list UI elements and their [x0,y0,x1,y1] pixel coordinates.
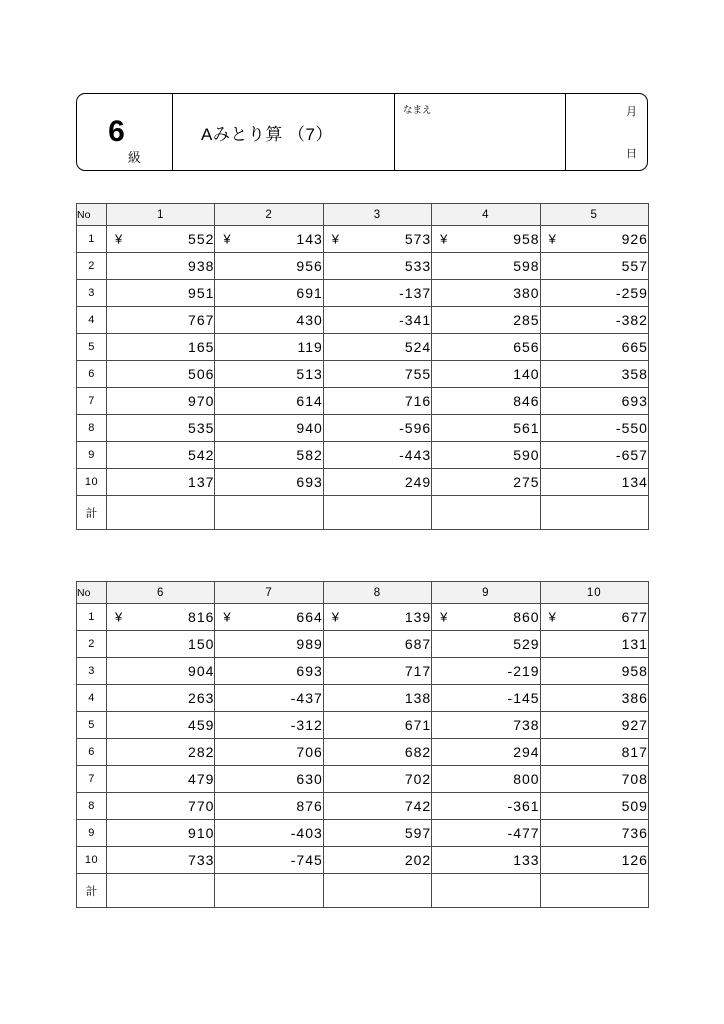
grade-number: 6 [108,115,125,148]
column-header-6: 6 [107,582,215,604]
table-cell: 131 [540,631,648,658]
table-cell: 138 [323,685,431,712]
table-cell [323,226,431,253]
currency-symbol: ¥ [440,609,449,625]
cell-value: 677 [621,609,648,625]
table-cell: 479 [107,766,215,793]
cell-value: 139 [404,609,432,625]
table-cell: 513 [215,361,323,388]
table-cell: 702 [323,766,431,793]
row-label: 6 [77,361,107,388]
row-label: 7 [77,766,107,793]
column-header-no: No [77,204,107,226]
row-label: 5 [77,712,107,739]
row-label: 10 [77,469,107,496]
table-cell: 770 [107,793,215,820]
problem-table-1 [76,203,649,530]
total-answer-cell[interactable] [107,874,215,908]
row-label: 2 [77,631,107,658]
table-cell [215,226,323,253]
table-row [77,388,649,415]
table-row [77,469,649,496]
cell-value: 816 [188,609,215,625]
cell-value: 573 [404,231,432,247]
currency-symbol: ¥ [223,609,232,625]
table-cell: 682 [323,739,431,766]
cell-value: 860 [513,609,540,625]
total-answer-cell[interactable] [432,496,540,530]
row-label: 10 [77,847,107,874]
table-row [77,226,649,253]
date-month-label: 月 [626,106,637,118]
total-label: 計 [77,874,107,908]
table-row [77,847,649,874]
table-cell: 951 [107,280,215,307]
column-header-4: 4 [432,204,540,226]
column-header-8: 8 [323,582,431,604]
table-cell: 717 [323,658,431,685]
total-answer-cell[interactable] [107,496,215,530]
table-cell: 970 [107,388,215,415]
table-row [77,766,649,793]
table-cell: 557 [540,253,648,280]
table-cell: 691 [215,280,323,307]
column-header-2: 2 [215,204,323,226]
table-row [77,631,649,658]
total-answer-cell[interactable] [323,874,431,908]
name-label: なまえ [403,105,432,116]
table-cell: -443 [323,442,431,469]
table-cell: 386 [540,685,648,712]
table-cell [107,226,215,253]
table-cell: 582 [215,442,323,469]
table-cell: 533 [323,253,431,280]
table-cell: 590 [432,442,540,469]
table-cell: 904 [107,658,215,685]
date-day-label: 日 [626,148,637,160]
table-cell: 956 [215,253,323,280]
total-answer-cell[interactable] [540,496,648,530]
cell-value: 664 [296,609,323,625]
table-cell: 202 [323,847,431,874]
table-cell [540,226,648,253]
table-cell: 614 [215,388,323,415]
table-cell: -477 [432,820,540,847]
total-answer-cell[interactable] [540,874,648,908]
currency-symbol: ¥ [115,609,124,625]
table-cell: 736 [540,820,648,847]
total-answer-cell[interactable] [215,496,323,530]
table-cell: -550 [540,415,648,442]
total-answer-cell[interactable] [323,496,431,530]
table-cell: 708 [540,766,648,793]
row-label: 8 [77,415,107,442]
row-label: 4 [77,685,107,712]
total-answer-cell[interactable] [432,874,540,908]
column-header-10: 10 [540,582,648,604]
row-label: 5 [77,334,107,361]
table-cell: -219 [432,658,540,685]
table-cell: 671 [323,712,431,739]
table-cell: 597 [323,820,431,847]
table-row [77,739,649,766]
table-cell [323,604,431,631]
table-cell: -382 [540,307,648,334]
table-cell: 910 [107,820,215,847]
table-cell: 165 [107,334,215,361]
table-cell: 958 [540,658,648,685]
date-field[interactable] [566,94,647,170]
currency-symbol: ¥ [548,609,557,625]
table-row [77,361,649,388]
table-cell: 430 [215,307,323,334]
row-label: 8 [77,793,107,820]
currency-symbol: ¥ [331,609,341,625]
table-cell: 940 [215,415,323,442]
table-cell: 535 [107,415,215,442]
table-cell: -403 [215,820,323,847]
table-row [77,307,649,334]
grade-cell [77,94,173,170]
row-label: 9 [77,820,107,847]
table-row [77,280,649,307]
table-cell: 137 [107,469,215,496]
row-label: 9 [77,442,107,469]
table-cell: -145 [432,685,540,712]
cell-value: 958 [513,231,540,247]
row-label: 4 [77,307,107,334]
table-row [77,658,649,685]
row-label: 3 [77,280,107,307]
table-cell: 733 [107,847,215,874]
table-cell: 542 [107,442,215,469]
row-label: 1 [77,226,107,253]
table-cell: 876 [215,793,323,820]
total-answer-cell[interactable] [215,874,323,908]
table-cell: 817 [540,739,648,766]
table-cell: 716 [323,388,431,415]
row-label: 2 [77,253,107,280]
table-cell: 738 [432,712,540,739]
table-row [77,334,649,361]
table-cell: 524 [323,334,431,361]
table-cell: 561 [432,415,540,442]
name-field[interactable] [395,94,566,170]
table-row [77,793,649,820]
table-cell: 693 [540,388,648,415]
table-row [77,712,649,739]
table-cell: -657 [540,442,648,469]
table-cell: -361 [432,793,540,820]
table-cell: 119 [215,334,323,361]
table-cell: 294 [432,739,540,766]
column-header-1: 1 [107,204,215,226]
table-cell: 509 [540,793,648,820]
worksheet-header [76,93,648,171]
total-row [77,496,649,530]
row-label: 7 [77,388,107,415]
table-cell: 263 [107,685,215,712]
table-row [77,442,649,469]
table-cell: 767 [107,307,215,334]
table-cell: -312 [215,712,323,739]
cell-value: 143 [296,231,323,247]
table-header-row [77,204,649,226]
table-cell: 275 [432,469,540,496]
table-row [77,685,649,712]
table-cell: 380 [432,280,540,307]
table-cell: -596 [323,415,431,442]
grade-suffix: 級 [127,150,141,165]
table-cell: 656 [432,334,540,361]
currency-symbol: ¥ [548,231,557,247]
column-header-9: 9 [432,582,540,604]
table-cell [540,604,648,631]
table-cell: 506 [107,361,215,388]
table-cell: 846 [432,388,540,415]
currency-symbol: ¥ [223,231,232,247]
table-cell: 665 [540,334,648,361]
table-cell [432,226,540,253]
row-label: 1 [77,604,107,631]
table-cell: 693 [215,658,323,685]
column-header-5: 5 [540,204,648,226]
table-cell: -745 [215,847,323,874]
table-cell: 800 [432,766,540,793]
table-row [77,604,649,631]
table-cell: 282 [107,739,215,766]
table-cell: 358 [540,361,648,388]
cell-value: 552 [188,231,215,247]
currency-symbol: ¥ [331,231,341,247]
total-label: 計 [77,496,107,530]
table-cell: 140 [432,361,540,388]
row-label: 6 [77,739,107,766]
total-row [77,874,649,908]
currency-symbol: ¥ [440,231,449,247]
table-cell [107,604,215,631]
problem-table-2 [76,581,649,908]
table-cell: 693 [215,469,323,496]
table-cell: 706 [215,739,323,766]
table-row [77,415,649,442]
column-header-3: 3 [323,204,431,226]
table-cell: 459 [107,712,215,739]
table-cell [432,604,540,631]
table-cell: 134 [540,469,648,496]
table-cell: 687 [323,631,431,658]
table-cell: 989 [215,631,323,658]
table-cell [215,604,323,631]
table-cell: -137 [323,280,431,307]
table-cell: 755 [323,361,431,388]
table-cell: 598 [432,253,540,280]
table-row [77,820,649,847]
table-cell: -437 [215,685,323,712]
table-cell: 742 [323,793,431,820]
table-cell: 529 [432,631,540,658]
cell-value: 926 [621,231,648,247]
table-cell: 150 [107,631,215,658]
currency-symbol: ¥ [115,231,124,247]
column-header-7: 7 [215,582,323,604]
worksheet-title: Aみとり算 （7） [173,94,395,170]
table-cell: 249 [323,469,431,496]
table-cell: 630 [215,766,323,793]
table-header-row [77,582,649,604]
table-cell: -341 [323,307,431,334]
table-cell: 285 [432,307,540,334]
table-row [77,253,649,280]
table-cell: 133 [432,847,540,874]
table-cell: -259 [540,280,648,307]
row-label: 3 [77,658,107,685]
table-cell: 938 [107,253,215,280]
table-cell: 126 [540,847,648,874]
table-cell: 927 [540,712,648,739]
column-header-no: No [77,582,107,604]
